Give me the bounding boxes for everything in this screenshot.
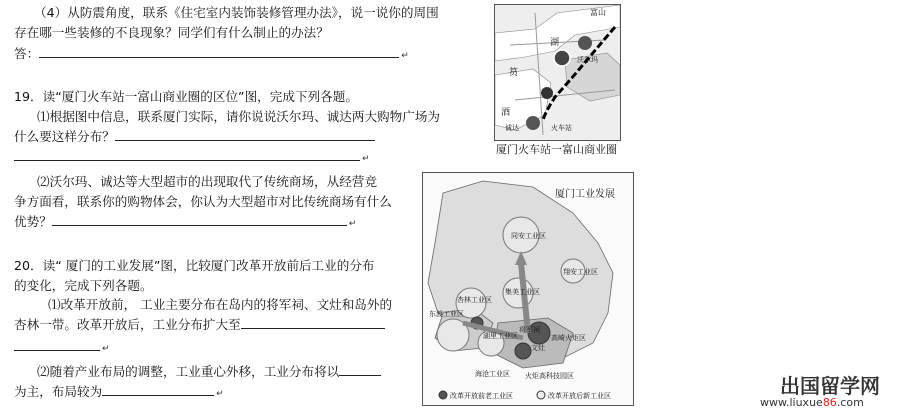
q19-title: 19．读“厦门火车站一富山商业圈的区位”图，完成下列各题。 [14, 89, 358, 104]
railway-station-map [494, 4, 621, 141]
q19-sub1-line2: 什么要这样分布？ [14, 129, 115, 144]
legend-new-zones: 改革开放后新工业区 [548, 392, 611, 400]
map1-label-fushan: 富山 [590, 8, 606, 17]
q20-sub1-line2: 杏林一带。改革开放后，工业分布扩大至 [14, 317, 241, 332]
q4-answer-row [14, 45, 409, 64]
watermark-url-prefix: www.liuxue [760, 396, 823, 409]
watermark-url-number: 86 [822, 396, 837, 409]
q4-line2: 存在哪一些装修的不良现象？同学们有什么制止的办法？ [14, 25, 329, 40]
q19-sub2-line3-row [14, 213, 356, 232]
zone-xiangan: 翔安工业区 [563, 268, 598, 276]
q20-title-line2: 的变化，完成下列各题。 [14, 278, 153, 293]
watermark-url-suffix: .com [836, 396, 864, 409]
q4-answer-blank[interactable] [39, 45, 399, 58]
q20-title-line1: 20．读“ 厦门的工业发展”图，比较厦门改革开放前后工业的分布 [14, 258, 375, 273]
q20-sub1-line2-row [14, 316, 385, 333]
map1-label-lake: 湖 [550, 38, 560, 48]
paragraph-mark-icon: ↵ [348, 219, 357, 229]
paragraph-mark-icon: ↵ [362, 154, 370, 164]
q20-sub1-blank-b[interactable] [14, 338, 100, 351]
q19-sub1-line1: ⑴根据图中信息，联系厦门实际，请你说说沃尔玛、诚达两大购物广场为 [37, 109, 440, 124]
q19-sub2-blank[interactable] [52, 213, 347, 226]
paragraph-mark-icon: ↵ [102, 344, 110, 354]
q20-sub2-line1: ⑵随着产业布局的调整，工业重心外移，工业分布将以 [37, 364, 340, 379]
q20-sub2-blank-a[interactable] [339, 363, 381, 376]
zone-dongdu: 东渡工业区 [429, 310, 464, 318]
q19-sub1-blank-b[interactable] [14, 148, 360, 161]
q20-sub1-blank-row [14, 338, 110, 357]
zone-tongan: 同安工业区 [511, 232, 546, 240]
zone-jimei: 集美工业区 [505, 288, 540, 296]
legend-old-zones: 改革开放前老工业区 [450, 392, 513, 400]
q19-sub2-line1: ⑵沃尔玛、诚达等大型超市的出现取代了传统商场，从经营竞 [37, 174, 378, 189]
paragraph-mark-icon: ↵ [216, 389, 224, 399]
q20-sub1-line1: ⑴改革开放前， 工业主要分布在岛内的将军祠、文灶和岛外的 [48, 297, 393, 312]
map1-label-station: 火车站 [551, 124, 572, 132]
map1-label-jiu: 酒 [501, 108, 511, 118]
q19-sub1-line2-row [14, 128, 375, 145]
q20-sub2-line2-row [14, 383, 224, 402]
q19-sub2-line2: 争方面看，联系你的购物体会，你认为大型超市对比传统商场有什么 [14, 194, 392, 209]
map1-label-yun: 筼 [509, 68, 519, 78]
map1-caption: 厦门火车站一富山商业圈 [496, 143, 617, 156]
q20-sub2-blank-b[interactable] [102, 383, 214, 396]
watermark-logo: 出国留学网 [780, 374, 880, 398]
q4-answer-label: 答： [14, 46, 40, 61]
q4-line1: （4）从防震角度，联系《住宅室内装饰装修管理办法》，说一说你的周围 [34, 5, 439, 20]
paragraph-mark-icon: ↵ [401, 51, 409, 61]
zone-huli: 湖里工业区 [483, 332, 518, 340]
zone-gaoqi: 高崎火炬区 [551, 334, 586, 342]
zone-torch-park: 火炬高科技园区 [525, 372, 574, 380]
q20-sub2-line1-row [37, 363, 381, 380]
q20-sub1-blank-a[interactable] [241, 316, 385, 329]
zone-wenzao: 文灶 [531, 344, 545, 352]
zone-xinglin: 杏林工业区 [457, 296, 492, 304]
zone-haicang: 海沧工业区 [475, 370, 510, 378]
q19-sub2-line3: 优势？ [14, 214, 52, 229]
industry-map-title: 厦门工业发展 [555, 185, 615, 200]
q19-sub1-blank-row [14, 148, 370, 167]
watermark-url [760, 396, 864, 409]
zone-jiangjunci: 将军祠 [519, 326, 540, 334]
map1-label-chengda: 诚达 [505, 124, 519, 132]
q20-sub2-line2: 为主，布局较为 [14, 384, 103, 399]
industry-map [422, 172, 634, 406]
q19-sub1-blank-a[interactable] [115, 128, 375, 141]
map1-label-walmart: 沃尔玛 [577, 56, 598, 64]
